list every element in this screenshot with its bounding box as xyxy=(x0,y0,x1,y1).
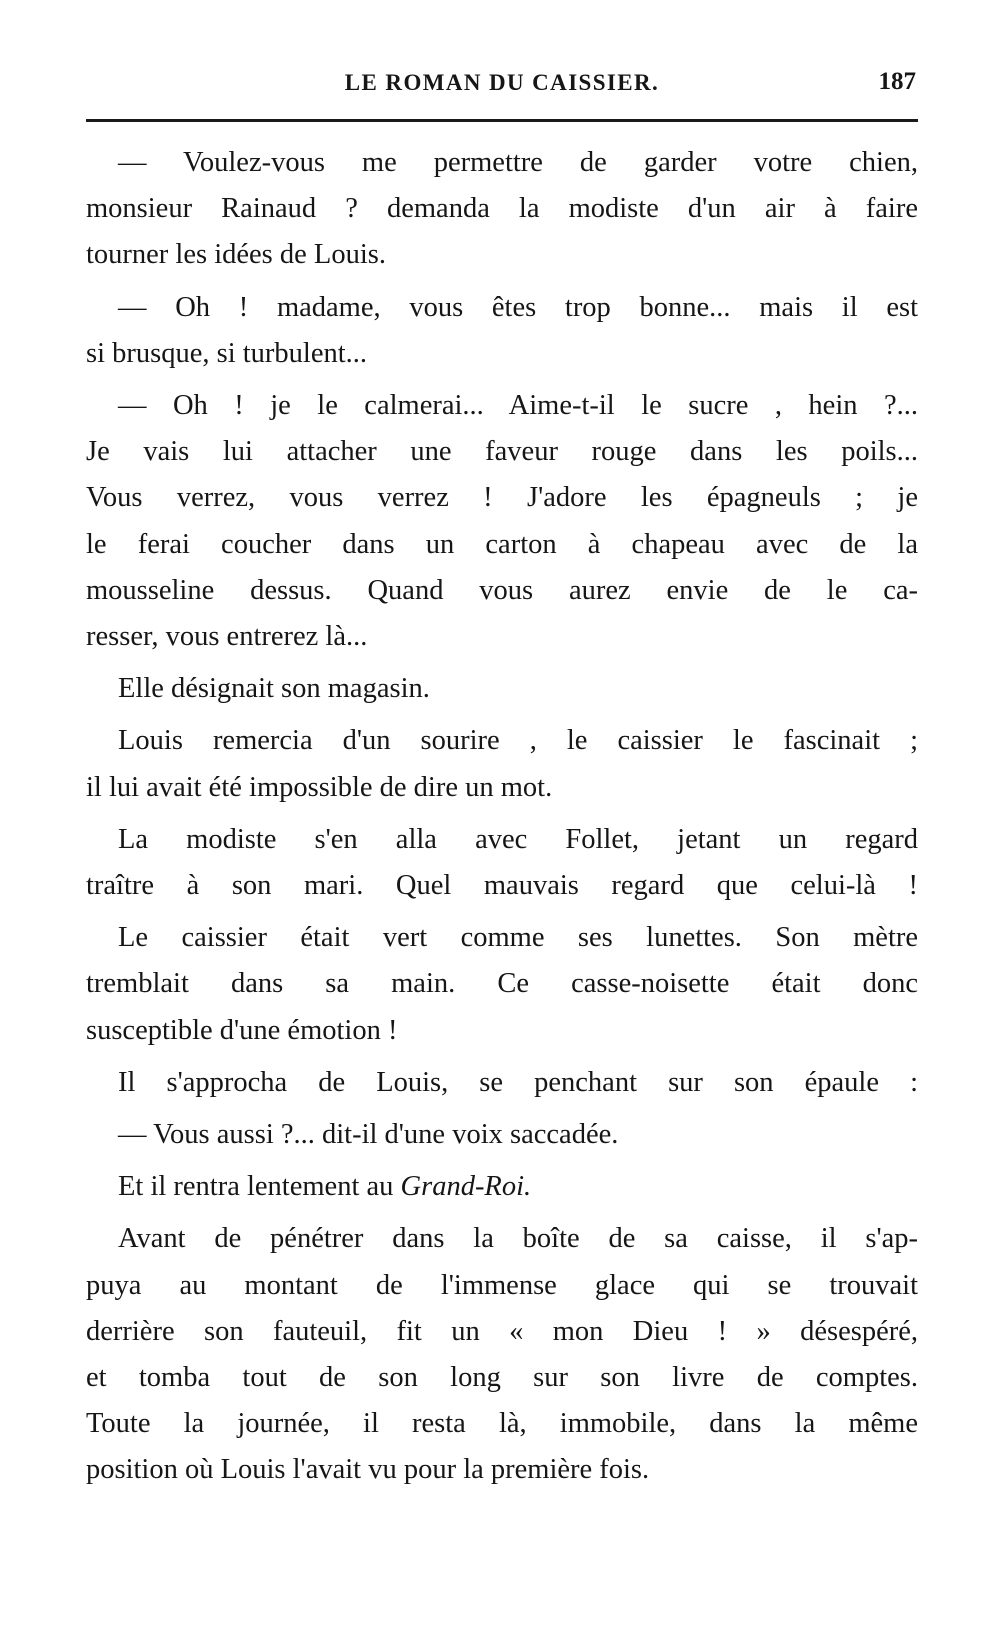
text-line: puya au montant de l'immense glace qui se trouvait xyxy=(86,1269,918,1301)
paragraph-11 xyxy=(86,1216,918,1493)
text-line: Louis remercia d'un sourire , le caissier le fascinait ; xyxy=(118,725,918,757)
text-line: — Oh ! madame, vous êtes trop bonne... mais il est xyxy=(118,291,918,323)
text-line: tremblait dans sa main. Ce casse-noisette était donc xyxy=(86,968,918,1000)
paragraph-7 xyxy=(86,915,918,1054)
text-line xyxy=(86,1164,918,1210)
paragraph-8 xyxy=(86,1060,918,1106)
text-line: monsieur Rainaud ? demanda la modiste d'un air à faire xyxy=(86,193,918,225)
paragraph-4 xyxy=(86,666,918,712)
paragraph-1 xyxy=(86,140,918,279)
header-rule xyxy=(86,119,918,122)
text-line: il lui avait été impossible de dire un mot. xyxy=(86,771,553,803)
text-line: derrière son fauteuil, fit un « mon Dieu ! » désespéré, xyxy=(86,1315,918,1347)
running-title: LE ROMAN DU CAISSIER. xyxy=(344,70,660,95)
text-body xyxy=(86,140,918,1500)
text-line: — Voulez-vous me permettre de garder votre chien, xyxy=(118,147,918,178)
text-line: — Oh ! je le calmerai... Aime-t-il le sucre , hein ?... xyxy=(118,390,918,422)
text-line: tourner les idées de Louis. xyxy=(86,239,386,271)
text-line: Elle désignait son magasin. xyxy=(118,673,430,705)
text-line: si brusque, si turbulent... xyxy=(86,337,368,369)
text-line: mousseline dessus. Quand vous aurez envie de le ca- xyxy=(86,574,918,606)
text-line: resser, vous entrerez là... xyxy=(86,621,368,653)
text-line: Toute la journée, il resta là, immobile, dans la même xyxy=(86,1408,918,1440)
running-head xyxy=(88,64,916,104)
text-line: le ferai coucher dans un carton à chapeau avec de la xyxy=(86,528,918,560)
paragraph-10 xyxy=(86,1164,918,1210)
text-line: et tomba tout de son long sur son livre de comptes. xyxy=(86,1362,918,1394)
text-line: Avant de pénétrer dans la boîte de sa caisse, il s'ap- xyxy=(118,1223,918,1255)
paragraph-6 xyxy=(86,817,918,909)
paragraph-2 xyxy=(86,285,918,377)
text-line: Le caissier était vert comme ses lunettes. Son mètre xyxy=(118,922,918,954)
text-line: susceptible d'une émotion ! xyxy=(86,1014,398,1046)
page-number: 187 xyxy=(878,68,916,95)
text-line: Vous verrez, vous verrez ! J'adore les épagneuls ; je xyxy=(86,482,918,514)
text-line: La modiste s'en alla avec Follet, jetant un regard xyxy=(118,823,918,855)
text-line: traître à son mari. Quel mauvais regard que celui-là ! xyxy=(86,870,918,902)
shop-name-italic: Grand-Roi. xyxy=(400,1171,532,1203)
text-line: Je vais lui attacher une faveur rouge dans les poils... xyxy=(86,436,918,468)
text-line: position où Louis l'avait vu pour la première fois. xyxy=(86,1454,650,1486)
paragraph-5 xyxy=(86,718,918,810)
text-line: Il s'approcha de Louis, se penchant sur son épaule : xyxy=(118,1066,918,1098)
paragraph-3 xyxy=(86,383,918,660)
paragraph-9 xyxy=(86,1112,918,1158)
text-run: Et il rentra lentement au xyxy=(118,1171,401,1203)
text-line: — Vous aussi ?... dit-il d'une voix saccadée. xyxy=(118,1119,619,1151)
